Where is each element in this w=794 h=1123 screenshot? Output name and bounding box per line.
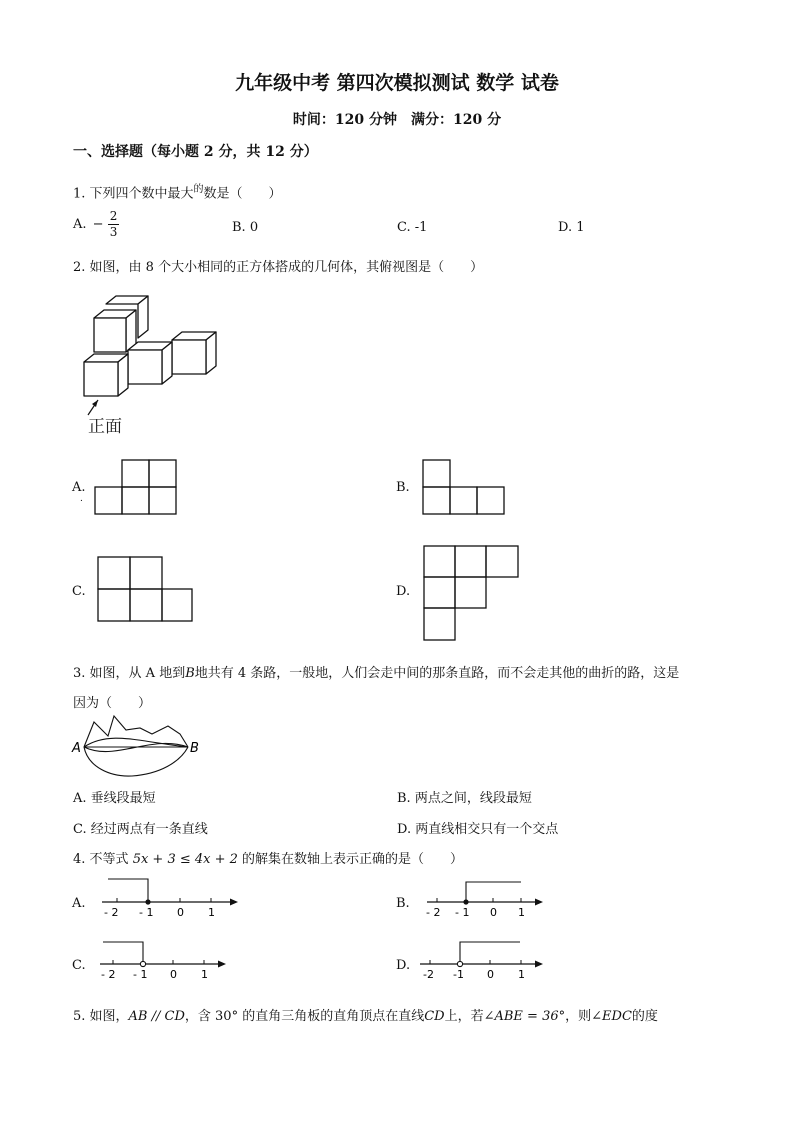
q2-option-a-label: A. [72, 480, 86, 495]
q3-option-b: B. 两点之间，线段最短 [397, 791, 532, 806]
q3-roads-figure [70, 712, 210, 782]
tick-label: 1 [518, 968, 525, 981]
q4-option-b-numberline [425, 876, 550, 920]
section-heading: 一、选择题（每小题 2 分，共 12 分） [73, 144, 318, 160]
tick-label: -1 [453, 968, 464, 981]
page-title: 九年级中考 第四次模拟测试 数学 试卷 [235, 72, 559, 94]
inequality: 5x + 3 ≤ 4x + 2 [132, 852, 238, 867]
question-1-stem: 1. 下列四个数中最大$^的$数是（ ） [73, 184, 282, 202]
point-b: B [190, 741, 199, 756]
tick-label: 0 [490, 906, 497, 919]
tick-label: 0 [177, 906, 184, 919]
q3-option-c: C. 经过两点有一条直线 [73, 822, 208, 837]
tick-label: - 1 [133, 968, 148, 981]
question-5-stem: 5. 如图，AB // CD，含 30° 的直角三角板的直角顶点在直线CD上，若∠ABE = 36°，则∠EDC的度 [73, 1009, 658, 1024]
q2-cube-figure [78, 292, 228, 442]
q4-option-b-label: B. [396, 896, 410, 911]
question-2-stem: 2. 如图，由 8 个大小相同的正方体搭成的几何体，其俯视图是（ ） [73, 260, 484, 275]
q2-option-c-label: C. [72, 584, 86, 599]
tick-label: -2 [423, 968, 434, 981]
q2-option-c-grid [97, 556, 195, 624]
front-label: 正面 [88, 417, 122, 437]
q1-option-b: B. 0 [232, 220, 259, 235]
q1-option-a: A. − $\frac{2}{3}$ [73, 209, 118, 239]
q3-option-d: D. 两直线相交只有一个交点 [397, 822, 559, 837]
tick-label: 1 [518, 906, 525, 919]
q4-option-c-label: C. [72, 958, 86, 973]
q2-option-a-grid [95, 459, 179, 517]
tick-label: - 1 [455, 906, 470, 919]
q2-option-d-grid [423, 545, 523, 643]
q3-option-a: A. 垂线段最短 [73, 791, 156, 806]
q2-option-a-dot: . [80, 494, 83, 504]
q4-option-a-label: A. [72, 896, 86, 911]
question-4-stem: 4. 不等式 5x + 3 ≤ 4x + 2 的解集在数轴上表示正确的是（ ） [73, 852, 464, 867]
q1-option-d: D. 1 [558, 220, 585, 235]
fraction: $\frac{2}{3}$ [109, 209, 118, 239]
q4-option-a-numberline [98, 876, 243, 920]
q1-option-c: C. -1 [397, 220, 428, 235]
tick-label: 1 [201, 968, 208, 981]
tick-label: - 1 [139, 906, 154, 919]
q2-option-d-label: D. [396, 584, 411, 599]
tick-label: - 2 [426, 906, 441, 919]
exam-info: 时间：120 分钟 满分：120 分 [292, 112, 502, 128]
tick-label: 1 [208, 906, 215, 919]
q4-option-d-numberline [418, 938, 550, 982]
point-a: A [72, 741, 81, 756]
q4-option-d-label: D. [396, 958, 411, 973]
question-3-stem-line2: 因为（ ） [73, 696, 152, 711]
q4-option-c-numberline [98, 938, 233, 982]
question-3-stem: 3. 如图，从 A 地到B地共有 4 条路，一般地，人们会走中间的那条直路，而不会走其他的曲折的路，这是 [73, 666, 680, 681]
q2-option-b-label: B. [396, 480, 410, 495]
q2-option-b-grid [422, 459, 506, 517]
tick-label: 0 [170, 968, 177, 981]
tick-label: 0 [487, 968, 494, 981]
tick-label: - 2 [104, 906, 119, 919]
tick-label: - 2 [101, 968, 116, 981]
